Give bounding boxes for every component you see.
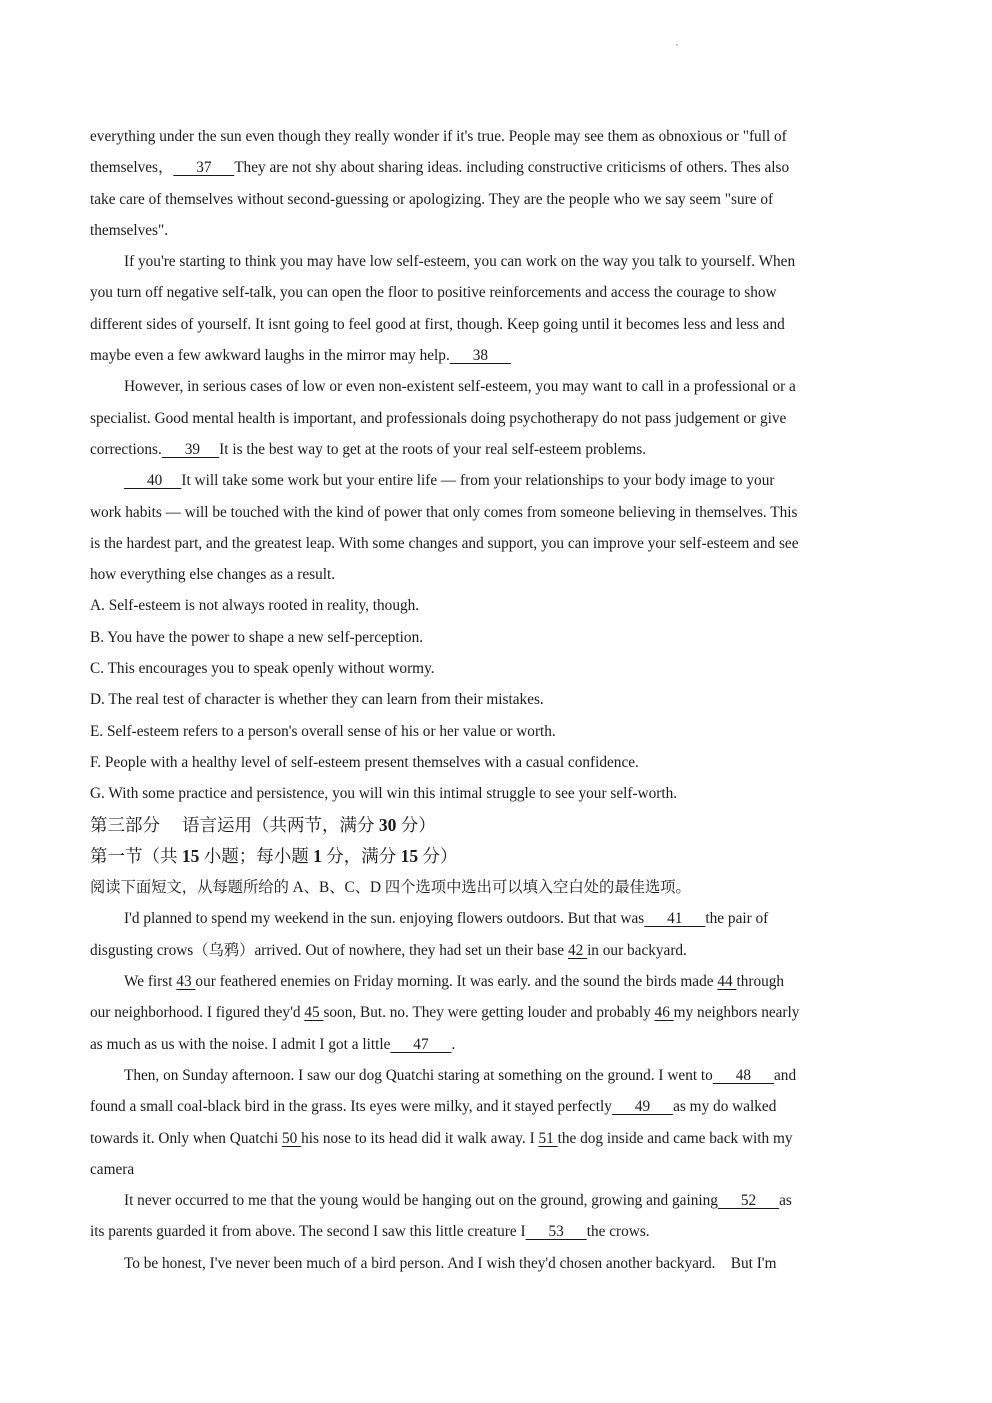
page-content xyxy=(90,121,905,1279)
passage1-line: everything under the sun even though they really wonder if it's true. People may see them as obnoxious or "full of xyxy=(90,128,787,145)
passage2-line: camera xyxy=(90,1160,135,1178)
passage1-line: If you're starting to think you may have low self-esteem, you can work on the way you talk to yourself. When xyxy=(124,253,796,271)
line-text: It is the best way to get at the roots of your real self-esteem problems. xyxy=(219,440,647,458)
answer-blank-44: 44 xyxy=(717,973,737,991)
answer-blank-42: 42 xyxy=(567,941,588,959)
passage2-line xyxy=(90,1060,905,1091)
line-text: maybe even a few awkward laughs in the mirror may help. xyxy=(90,347,450,365)
passage1-line: themselves". xyxy=(90,221,169,239)
subsection-text: 小题；每小题 xyxy=(199,845,314,866)
answer-blank-51: 51 xyxy=(538,1129,558,1147)
answer-blank-46: 46 xyxy=(654,1004,674,1022)
passage1-line xyxy=(90,152,905,183)
part-score: 30 xyxy=(378,814,397,835)
answer-blank-50: 50 xyxy=(282,1129,302,1147)
part-title-number: 第三部分 xyxy=(90,814,160,835)
option-f: F. People with a healthy level of self-esteem present themselves with a casual confidence. xyxy=(90,753,639,771)
line-text: our feathered enemies on Friday morning. It was early. and the sound the birds made xyxy=(195,973,718,991)
subsection-text: 分） xyxy=(418,845,458,866)
line-text: corrections. xyxy=(90,440,162,458)
line-text: in our backyard. xyxy=(587,941,687,959)
passage1-line: work habits — will be touched with the kind of power that only comes from someone believing in themselves. This xyxy=(90,503,798,521)
passage2-line xyxy=(90,1216,905,1247)
answer-blank-43: 43 xyxy=(176,973,196,991)
line-text: It never occurred to me that the young would be hanging out on the ground, growing and gaining xyxy=(124,1192,718,1210)
answer-blank-40: 40 xyxy=(124,472,182,490)
passage1-line: how everything else changes as a result. xyxy=(90,566,336,584)
subsection-count: 15 xyxy=(181,845,200,866)
answer-blank-47: 47 xyxy=(390,1035,452,1053)
passage1-line xyxy=(90,465,905,496)
passage2-line xyxy=(90,1123,905,1154)
line-text: They are not shy about sharing ideas. including constructive criticisms of others. Thes also xyxy=(234,159,790,177)
line-text: through xyxy=(736,973,785,991)
line-text: as much as us with the noise. I admit I got a little xyxy=(90,1035,391,1053)
option-g: G. With some practice and persistence, you will win this intimal struggle to see your self-worth. xyxy=(90,785,678,803)
passage2-line: To be honest, I've never been much of a bird person. And I wish they'd chosen another backyard. But I'm xyxy=(124,1254,777,1272)
passage2-line xyxy=(90,1029,905,1060)
answer-blank-41: 41 xyxy=(644,910,706,928)
answer-blank-37: 37 xyxy=(173,159,235,177)
subsection-each: 1 xyxy=(313,845,322,866)
instruction: 阅读下面短文，从每题所给的 A、B、C、D 四个选项中选出可以填入空白处的最佳选项。 xyxy=(90,879,691,897)
answer-blank-52: 52 xyxy=(717,1192,780,1210)
option-e: E. Self-esteem refers to a person's overall sense of his or her value or worth. xyxy=(90,722,556,740)
line-text: . xyxy=(451,1035,456,1053)
answer-blank-48: 48 xyxy=(712,1066,774,1084)
line-text: I'd planned to spend my weekend in the sun. enjoying flowers outdoors. But that was xyxy=(124,910,645,928)
passage2-line xyxy=(90,966,905,997)
passage1-line: different sides of yourself. It isnt going to feel good at first, though. Keep going until it becomes less and less and xyxy=(90,315,785,333)
answer-blank-45: 45 xyxy=(304,1004,324,1022)
subsection-total: 15 xyxy=(400,845,419,866)
line-text: as my do walked xyxy=(673,1098,777,1116)
passage1-line: However, in serious cases of low or even non-existent self-esteem, you may want to call in a professional or a xyxy=(124,378,796,396)
line-text: and xyxy=(774,1066,797,1084)
part-title-end: 分） xyxy=(396,814,436,835)
line-text: its parents guarded it from above. The second I saw this little creature I xyxy=(90,1223,526,1241)
line-text: disgusting crows（乌鸦）arrived. Out of nowhere, they had set un their base xyxy=(90,941,568,959)
line-text: the crows. xyxy=(586,1223,650,1241)
answer-blank-39: 39 xyxy=(161,440,220,458)
passage2-line xyxy=(90,935,905,966)
line-text: soon, But. no. They were getting louder and probably xyxy=(323,1004,655,1022)
line-text: his nose to its head did it walk away. I xyxy=(301,1129,539,1147)
option-d: D. The real test of character is whether they can learn from their mistakes. xyxy=(90,691,544,709)
passage1-line xyxy=(90,340,905,371)
line-text: themselves， xyxy=(90,159,174,177)
passage1-line: specialist. Good mental health is important, and professionals doing psychotherapy do not pass judgement or give xyxy=(90,409,787,427)
passage1-line: take care of themselves without second-guessing or apologizing. They are the people who we say seem "sure of xyxy=(90,190,774,208)
passage1-line xyxy=(90,434,905,465)
passage2-line xyxy=(90,1091,905,1122)
option-b: B. You have the power to shape a new self-perception. xyxy=(90,628,424,646)
option-a: A. Self-esteem is not always rooted in reality, though. xyxy=(90,597,420,615)
answer-blank-53: 53 xyxy=(525,1223,587,1241)
line-text: my neighbors nearly xyxy=(673,1004,800,1022)
line-text: our neighborhood. I figured they'd xyxy=(90,1004,305,1022)
passage2-line xyxy=(90,997,905,1028)
line-text: found a small coal-black bird in the grass. Its eyes were milky, and it stayed perfectly xyxy=(90,1098,612,1116)
speck xyxy=(676,44,678,46)
answer-blank-49: 49 xyxy=(611,1098,674,1116)
line-text: It will take some work but your entire life — from your relationships to your body image to your xyxy=(181,472,775,490)
subsection-text: 分，满分 xyxy=(321,845,401,866)
line-text: We first xyxy=(124,973,177,991)
part-title xyxy=(90,810,905,841)
line-text: towards it. Only when Quatchi xyxy=(90,1129,283,1147)
answer-blank-38: 38 xyxy=(449,347,511,365)
subsection-title xyxy=(90,841,905,872)
passage2-line xyxy=(90,903,905,934)
option-c: C. This encourages you to speak openly without wormy. xyxy=(90,660,435,678)
line-text: the pair of xyxy=(705,910,769,928)
passage1-line: is the hardest part, and the greatest leap. With some changes and support, you can improve your self-esteem and see xyxy=(90,534,799,552)
part-title-text: 语言运用（共两节，满分 xyxy=(182,814,379,835)
subsection-text: 第一节（共 xyxy=(90,845,182,866)
passage2-line xyxy=(90,1185,905,1216)
line-text: the dog inside and came back with my xyxy=(557,1129,793,1147)
passage1-line: you turn off negative self-talk, you can open the floor to positive reinforcements and access the courage to show xyxy=(90,284,777,302)
line-text: as xyxy=(779,1192,792,1210)
line-text: Then, on Sunday afternoon. I saw our dog Quatchi staring at something on the ground. I went to xyxy=(124,1066,713,1084)
